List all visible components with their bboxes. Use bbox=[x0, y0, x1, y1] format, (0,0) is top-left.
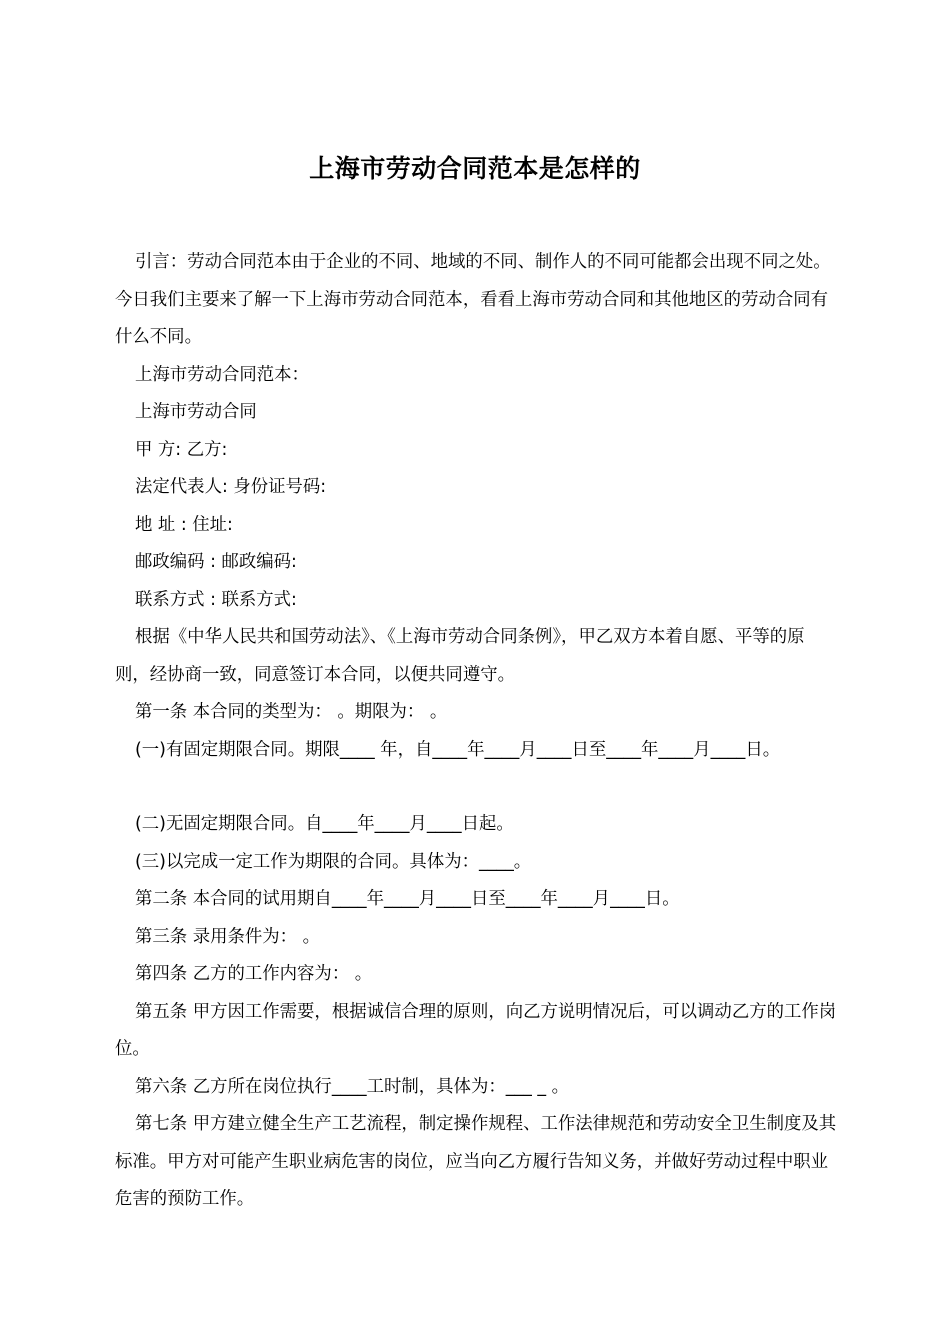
article-4: 第四条 乙方的工作内容为： 。 bbox=[135, 964, 373, 984]
article-1: 第一条 本合同的类型为： 。期限为： 。 bbox=[135, 702, 448, 722]
party-line: 甲 方: 乙方: bbox=[135, 439, 228, 460]
article-3: 第三条 录用条件为： 。 bbox=[135, 926, 320, 947]
article-1-item-2: (二)无固定期限合同。自____年____月____日起。 bbox=[135, 814, 514, 834]
address-line: 地 址 : 住址: bbox=[135, 514, 233, 535]
section-heading: 上海市劳动合同范本： bbox=[135, 364, 309, 385]
contract-name: 上海市劳动合同 bbox=[135, 402, 257, 422]
article-6: 第六条 乙方所在岗位执行____工时制，具体为：___ _ 。 bbox=[135, 1076, 569, 1097]
legal-basis-paragraph: 根据《中华人民共和国劳动法》、《上海市劳动合同条例》，甲乙双方本着自愿、平等的原则，经协商一致，同意签订本合同，以便共同遵守。 bbox=[115, 627, 805, 685]
paragraph-gap bbox=[115, 769, 837, 806]
intro-paragraph: 引言：劳动合同范本由于企业的不同、地域的不同、制作人的不同可能都会出现不同之处。今日我们主要来了解一下上海市劳动合同范本，看看上海市劳动合同和其他地区的劳动合同有什么不同。 bbox=[115, 252, 831, 347]
article-2: 第二条 本合同的试用期自____年____月____日至____年____月____日。 bbox=[135, 889, 680, 909]
article-1-item-1: (一)有固定期限合同。期限____ 年，自____年____月____日至____年____月____日。 bbox=[135, 739, 781, 760]
article-7: 第七条 甲方建立健全生产工艺流程，制定操作规程、工作法律规范和劳动安全卫生制度及其标准。甲方对可能产生职业病危害的岗位，应当向乙方履行告知义务，并做好劳动过程中职业危害的预防工作。 bbox=[115, 1114, 837, 1209]
postcode-line: 邮政编码 : 邮政编码: bbox=[135, 552, 297, 572]
document-body bbox=[115, 244, 837, 1219]
article-1-item-3: (三)以完成一定工作为期限的合同。具体为：____。 bbox=[135, 851, 532, 872]
representative-line: 法定代表人: 身份证号码: bbox=[135, 477, 327, 497]
document-title: 上海市劳动合同范本是怎样的 bbox=[309, 153, 641, 183]
article-5: 第五条 甲方因工作需要，根据诚信合理的原则，向乙方说明情况后，可以调动乙方的工作岗位。 bbox=[115, 1001, 837, 1059]
contact-line: 联系方式 : 联系方式: bbox=[135, 589, 297, 610]
